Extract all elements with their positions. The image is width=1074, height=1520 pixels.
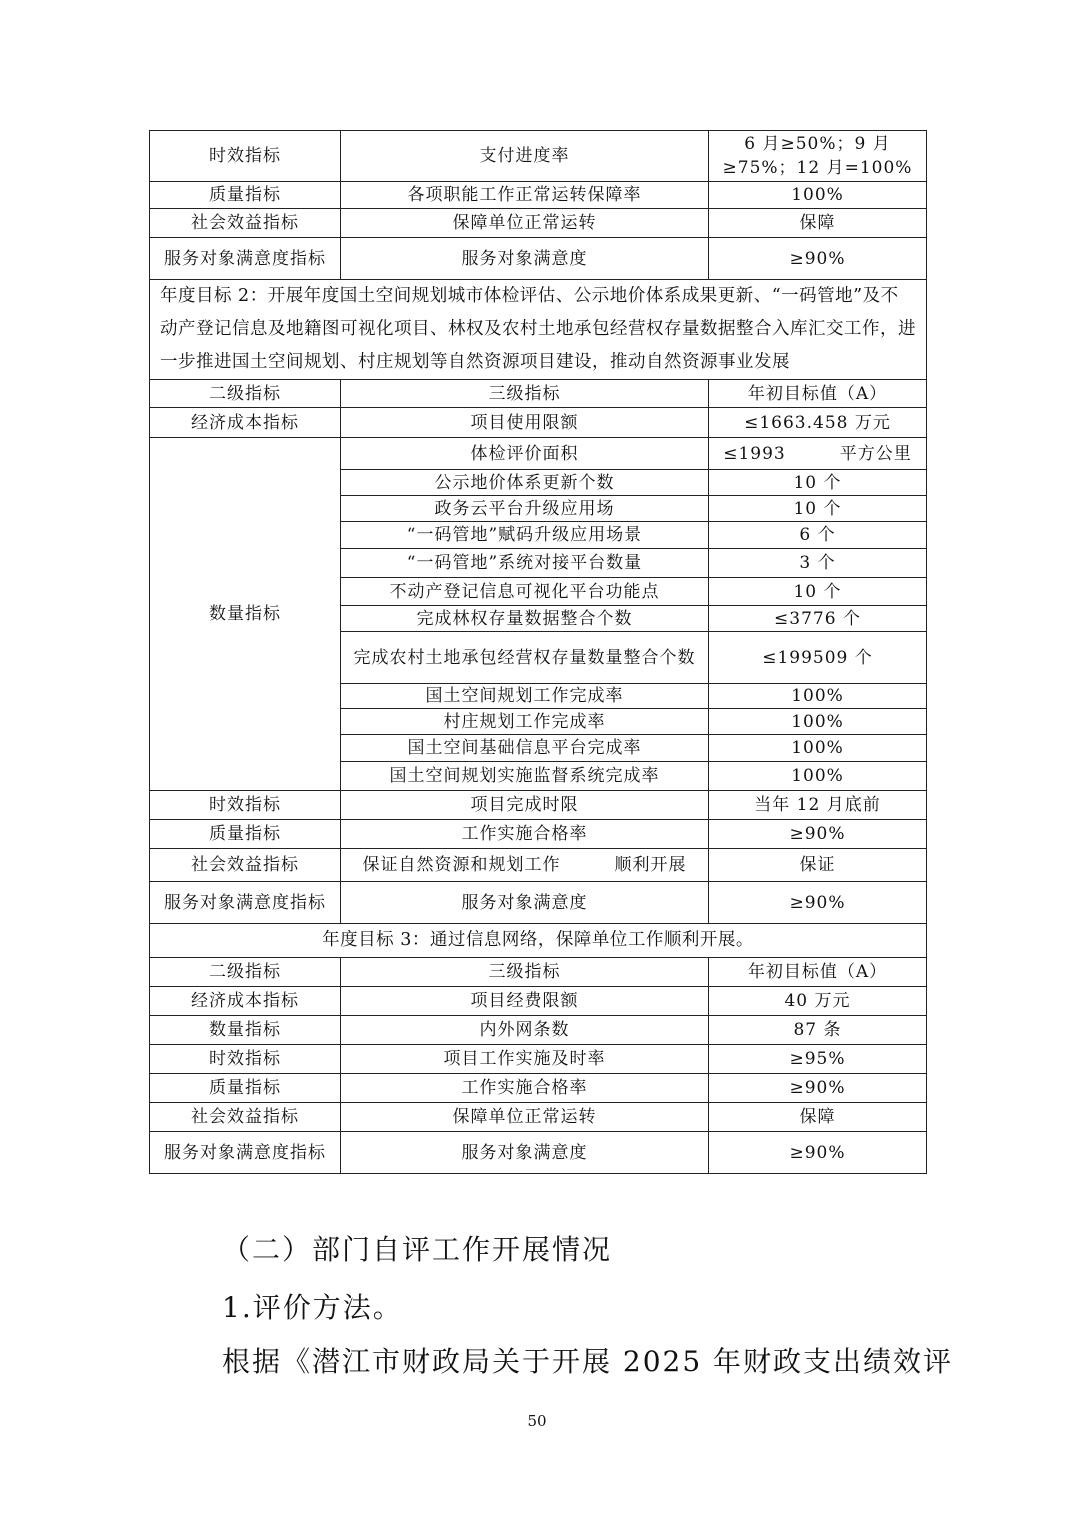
level3-cell: 政务云平台升级应用场 — [341, 496, 709, 522]
level2-cell: 时效指标 — [150, 791, 341, 820]
performance-indicator-table — [149, 130, 927, 1174]
level3-cell: 村庄规划工作完成率 — [341, 709, 709, 735]
target-cell: 3 个 — [709, 549, 927, 578]
level3-cell: 工作实施合格率 — [341, 820, 709, 849]
level3-cell: 项目使用限额 — [341, 408, 709, 438]
table-row — [150, 1103, 927, 1132]
level2-cell: 数量指标 — [150, 1016, 341, 1045]
table-row — [150, 131, 927, 182]
level3-cell: 服务对象满意度 — [341, 1132, 709, 1174]
level3-cell: “一码管地”系统对接平台数量 — [341, 549, 709, 578]
level3-cell: 服务对象满意度 — [341, 238, 709, 280]
target-cell: 100% — [709, 182, 927, 209]
target-cell: 100% — [709, 735, 927, 762]
target-cell: ≥90% — [709, 238, 927, 280]
target-cell: 当年 12 月底前 — [709, 791, 927, 820]
level3-cell: 国土空间规划实施监督系统完成率 — [341, 762, 709, 791]
target-cell: ≥95% — [709, 1045, 927, 1074]
target-cell: 保证 — [709, 849, 927, 882]
target-cell: 100% — [709, 709, 927, 735]
level2-cell: 经济成本指标 — [150, 408, 341, 438]
level3-cell: 国土空间规划工作完成率 — [341, 684, 709, 709]
level2-cell: 二级指标 — [150, 380, 341, 408]
level2-cell: 质量指标 — [150, 182, 341, 209]
target-cell: 40 万元 — [709, 987, 927, 1016]
target-cell: 100% — [709, 762, 927, 791]
level3-cell: 内外网条数 — [341, 1016, 709, 1045]
target-cell: 100% — [709, 684, 927, 709]
table-row — [150, 1016, 927, 1045]
table-row — [150, 820, 927, 849]
target-cell: 87 条 — [709, 1016, 927, 1045]
table-row — [150, 238, 927, 280]
section-heading: （二）部门自评工作开展情况 — [222, 1233, 613, 1266]
table-row — [150, 849, 927, 882]
target-cell: ≥90% — [709, 882, 927, 924]
level3-cell: “一码管地”赋码升级应用场景 — [341, 522, 709, 549]
level2-cell: 服务对象满意度指标 — [150, 238, 341, 280]
table-row — [150, 182, 927, 209]
table-row — [150, 882, 927, 924]
table-row — [150, 987, 927, 1016]
level2-cell: 服务对象满意度指标 — [150, 882, 341, 924]
level2-cell: 时效指标 — [150, 1045, 341, 1074]
table-row — [150, 1045, 927, 1074]
level2-cell: 社会效益指标 — [150, 1103, 341, 1132]
level2-cell: 质量指标 — [150, 820, 341, 849]
level2-cell: 服务对象满意度指标 — [150, 1132, 341, 1174]
table-row — [150, 280, 927, 380]
target-cell: 年初目标值（A） — [709, 958, 927, 987]
level3-cell: 工作实施合格率 — [341, 1074, 709, 1103]
target-cell: ≥90% — [709, 1132, 927, 1174]
level3-cell: 项目工作实施及时率 — [341, 1045, 709, 1074]
level3-cell: 服务对象满意度 — [341, 882, 709, 924]
annual-goal-2: 年度目标 2：开展年度国土空间规划城市体检评估、公示地价体系成果更新、“一码管地”及不动产登记信息及地籍图可视化项目、林权及农村土地承包经营权存量数据整合入库汇交工作，进一步推进国土空间规划、村庄规划等自然资源项目建设，推动自然资源事业发展 — [150, 280, 927, 380]
level2-cell: 社会效益指标 — [150, 849, 341, 882]
target-cell: 年初目标值（A） — [709, 380, 927, 408]
target-cell: 10 个 — [709, 578, 927, 606]
level3-cell: 完成林权存量数据整合个数 — [341, 606, 709, 632]
target-cell: 保障 — [709, 209, 927, 238]
level3-cell: 公示地价体系更新个数 — [341, 470, 709, 496]
body-paragraph: 根据《潜江市财政局关于开展 2025 年财政支出绩效评 — [222, 1345, 954, 1378]
table-row — [150, 1132, 927, 1174]
level3-cell: 三级指标 — [341, 380, 709, 408]
target-cell: ≤1663.458 万元 — [709, 408, 927, 438]
target-cell: ≤1993 平方公里 — [709, 438, 927, 470]
level3-cell: 不动产登记信息可视化平台功能点 — [341, 578, 709, 606]
level2-cell: 质量指标 — [150, 1074, 341, 1103]
table-row — [150, 924, 927, 958]
level3-cell: 三级指标 — [341, 958, 709, 987]
target-cell: ≥90% — [709, 1074, 927, 1103]
table-row — [150, 791, 927, 820]
table-row — [150, 408, 927, 438]
level3-cell: 体检评价面积 — [341, 438, 709, 470]
table-row — [150, 438, 927, 470]
target-cell: 10 个 — [709, 496, 927, 522]
sub-heading: 1.评价方法。 — [222, 1291, 403, 1324]
level3-cell: 保障单位正常运转 — [341, 209, 709, 238]
level2-cell: 经济成本指标 — [150, 987, 341, 1016]
table-row — [150, 958, 927, 987]
target-cell: ≤199509 个 — [709, 632, 927, 684]
level3-cell: 各项职能工作正常运转保障率 — [341, 182, 709, 209]
level3-cell: 支付进度率 — [341, 131, 709, 182]
level3-cell: 项目经费限额 — [341, 987, 709, 1016]
level2-cell: 二级指标 — [150, 958, 341, 987]
page-number: 50 — [527, 1412, 547, 1430]
level2-cell: 社会效益指标 — [150, 209, 341, 238]
target-cell: ≤3776 个 — [709, 606, 927, 632]
level3-cell: 保证自然资源和规划工作 顺利开展 — [341, 849, 709, 882]
table-row — [150, 209, 927, 238]
level3-cell: 国土空间基础信息平台完成率 — [341, 735, 709, 762]
level2-cell: 时效指标 — [150, 131, 341, 182]
target-cell: 6 个 — [709, 522, 927, 549]
table-row — [150, 1074, 927, 1103]
annual-goal-3: 年度目标 3：通过信息网络，保障单位工作顺利开展。 — [150, 924, 927, 958]
level3-cell: 项目完成时限 — [341, 791, 709, 820]
level3-cell: 完成农村土地承包经营权存量数量整合个数 — [341, 632, 709, 684]
level3-cell: 保障单位正常运转 — [341, 1103, 709, 1132]
target-cell: 6 月≥50%；9 月≥75%；12 月=100% — [709, 131, 927, 182]
target-cell: 10 个 — [709, 470, 927, 496]
target-cell: ≥90% — [709, 820, 927, 849]
table-row — [150, 380, 927, 408]
level2-cell: 数量指标 — [150, 438, 341, 791]
target-cell: 保障 — [709, 1103, 927, 1132]
